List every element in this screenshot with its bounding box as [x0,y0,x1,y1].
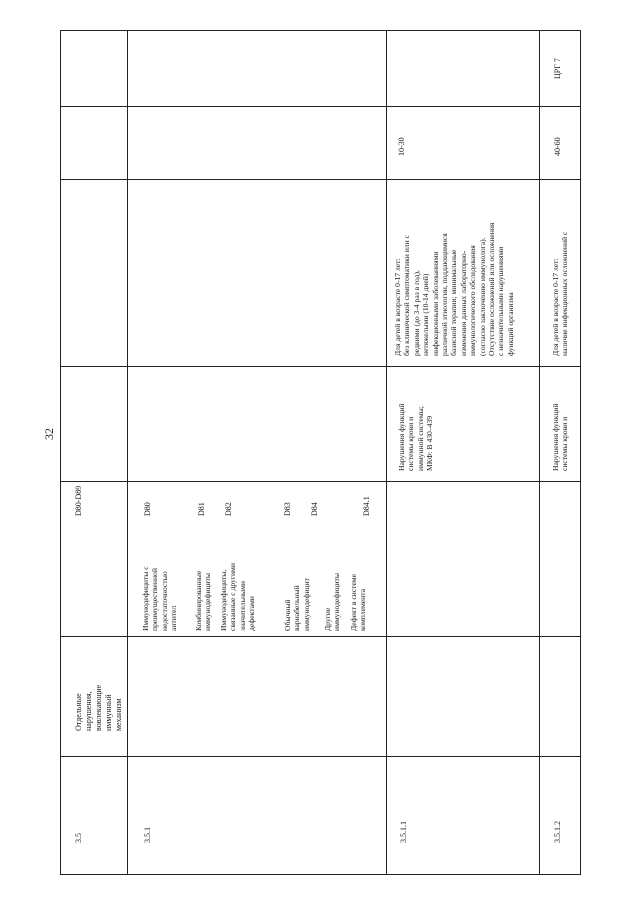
row-number-3-5-1: 3.5.1 [143,827,152,843]
icd-code-d84-1: D84.1 [362,496,371,516]
row-divider [61,756,580,757]
group-name-3-5: Отдельные нарушения, вовлекающие иммунный механизм [74,684,123,731]
icd-code-3-5: D80-D89 [74,485,83,516]
icd-code-d84: D84 [310,502,319,516]
row-divider [61,179,580,180]
classification-table [60,30,581,875]
column-divider [539,31,540,874]
page-number: 32 [42,428,56,440]
disease-name-d83: Обычный вариабельный иммунодефицит [283,578,311,631]
note-value-3-5-1-2: ЦРГ 7 [553,58,562,79]
row-divider [61,106,580,107]
criteria-description-3-5-1-2: Для детей в возрасте 0-17 лет: наличие инфекционных осложнений с [551,231,570,356]
column-divider [386,31,387,874]
criteria-description-3-5-1-1: Для детей в возрасте 0-17 лет: без клинической симптоматики или с редкими (до 3-4 раз в год), нетяжелыми (10-14 дней) инфекционными заболеваниями различной этиологии, поддающимися базисной терапии; минимальные изменения данных лабораторно- иммунологического обследования (согласно заключению иммунолога). Отсутствие осложнений или осложнения с незначительными нарушениями функций организма [393,222,515,356]
icd-code-d82: D82 [224,502,233,516]
row-number-3-5: 3.5 [74,833,83,843]
row-divider [61,366,580,367]
icd-code-d81: D81 [197,502,206,516]
percent-value-3-5-1-1: 10-30 [397,137,406,156]
disease-name-d80: Иммунодефициты с преимущественной недостаточностью антител [141,566,179,631]
disease-name-d84: Другие иммунодефициты [323,573,342,631]
dysfunction-description-3-5-1-2: Нарушения функций системы крови и [551,403,570,471]
row-number-3-5-1-1: 3.5.1.1 [399,821,408,843]
row-divider [61,636,580,637]
row-divider [61,481,580,482]
icd-code-d80: D80 [143,502,152,516]
icd-code-d83: D83 [283,502,292,516]
dysfunction-description-3-5-1-1: Нарушения функций системы крови и иммунной системы; МКФ: B 430–439 [397,403,435,471]
row-number-3-5-1-2: 3.5.1.2 [553,821,562,843]
percent-value-3-5-1-2: 40-60 [553,137,562,156]
column-divider [127,31,128,874]
disease-name-d84-1: Дефект в системе комплемента [349,574,368,631]
disease-name-d81: Комбинированные иммунодефициты [194,570,213,631]
disease-name-d82: Иммунодефициты, связанные с другими значительными дефектами [219,563,257,631]
